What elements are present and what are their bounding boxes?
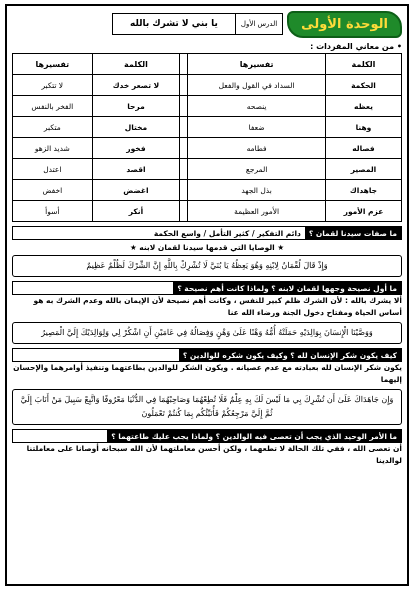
- vocab-meaning: أسوأ: [13, 201, 93, 222]
- answer-2: ألا يشرك بالله : لأن الشرك ظلم كبير للنفس ، وكانت أهم نصيحة لأن الإيمان بالله وعدم الشرك به هو أساس الحياة ومفتاح دخول الجنة ورضاء الله عنا: [33, 296, 402, 317]
- verse-2: وَوَصَّيْنَا الْإِنسَانَ بِوَالِدَيْهِ حَمَلَتْهُ أُمُّهُ وَهْنًا عَلَىٰ وَهْنٍ وَفِصَالُهُ فِي عَامَيْنِ أَنِ اشْكُرْ لِي وَلِوَالِدَيْكَ إِلَيَّ الْمَصِيرُ: [12, 322, 402, 344]
- vocab-meaning: الأمور العظيمة: [188, 201, 326, 222]
- vocab-row: [13, 201, 402, 222]
- table-gap: [180, 117, 188, 138]
- vocab-word: فخور: [92, 138, 180, 159]
- lesson-title: يا بني لا تشرك بالله: [130, 19, 218, 29]
- vocab-word: لا تصعر خدك: [92, 75, 180, 96]
- vocab-meaning: السداد في القول والفعل: [188, 75, 326, 96]
- vocab-heading-text: من معاني المفردات :: [310, 42, 395, 51]
- vocab-row: [13, 75, 402, 96]
- table-gap: [180, 138, 188, 159]
- answer-4: أن تعصى الله ، ففي تلك الحالة لا تطعهما ، ولكن أحسن معاملتهما لأن الله سبحانه أوصانا على معاملتنا لوالدينا: [26, 444, 402, 465]
- page-header: [12, 10, 402, 38]
- answer-3: يكون شكر الإنسان لله بعبادته مع عدم عصيانه . ويكون الشكر للوالدين بطاعتهما وتنفيذ أوامرهما والإحسان إليهما: [13, 363, 402, 384]
- vocab-word: يعظه: [325, 96, 401, 117]
- table-gap: [180, 159, 188, 180]
- verse-1: وَإِذْ قَالَ لُقْمَانُ لِابْنِهِ وَهُوَ يَعِظُهُ يَا بُنَيَّ لَا تُشْرِكْ بِاللَّهِ إِنَّ الشِّرْكَ لَظُلْمٌ عَظِيمٌ: [12, 255, 402, 277]
- vocab-row: [13, 117, 402, 138]
- vocab-word: اقصد: [92, 159, 180, 180]
- table-gap: [180, 201, 188, 222]
- vocab-meaning: بذل الجهد: [188, 180, 326, 201]
- question-bar-1: [12, 226, 402, 240]
- vocab-meaning: اعتدل: [13, 159, 93, 180]
- col-meaning-2: تفسيرها: [13, 54, 93, 75]
- answer-1: دائم التفكير / كثير التأمل / واسع الحكمة: [153, 228, 301, 238]
- lesson-title-box: [112, 13, 283, 35]
- table-gap: [180, 75, 188, 96]
- question-2: ما أول نصيحة وجهها لقمان لابنه ؟ ولماذا كانت أهم نصيحة ؟: [173, 282, 401, 294]
- lesson-label: الدرس الأول: [235, 14, 282, 34]
- vocab-meaning: شديد الزهو: [13, 138, 93, 159]
- col-word-1: الكلمة: [325, 54, 401, 75]
- vocab-word: جاهداك: [325, 180, 401, 201]
- vocab-word: اغضض: [92, 180, 180, 201]
- vocab-meaning: ينصحه: [188, 96, 326, 117]
- vocab-row: [13, 159, 402, 180]
- question-bar-2: [12, 281, 402, 295]
- vocab-meaning: لا تتكبر: [13, 75, 93, 96]
- table-gap: [180, 54, 188, 75]
- table-gap: [180, 180, 188, 201]
- vocab-word: مرحا: [92, 96, 180, 117]
- vocab-word: عزم الأمور: [325, 201, 401, 222]
- wasaya-heading: ★ الوصايا التي قدمها سيدنا لقمان لابنه ★: [129, 243, 285, 252]
- vocab-header-row: [13, 54, 402, 75]
- vocab-meaning: متكبر: [13, 117, 93, 138]
- vocab-row: [13, 138, 402, 159]
- vocab-word: المصير: [325, 159, 401, 180]
- vocab-word: مختال: [92, 117, 180, 138]
- table-gap: [180, 96, 188, 117]
- wasaya-text: الوصايا التي قدمها سيدنا لقمان لابنه: [139, 243, 275, 252]
- vocab-meaning: المرجع: [188, 159, 326, 180]
- unit-title-badge: الوحدة الأولى: [287, 11, 402, 38]
- question-1: ما صفات سيدنا لقمان ؟: [305, 227, 401, 239]
- vocab-word: فصاله: [325, 138, 401, 159]
- col-word-2: الكلمة: [92, 54, 180, 75]
- vocab-meaning: الفخر بالنفس: [13, 96, 93, 117]
- question-4: ما الأمر الوحيد الذي يجب أن تعصى فيه الوالدين ؟ ولماذا يجب عليك طاعتهما ؟: [107, 430, 401, 442]
- vocab-meaning: ضعفا: [188, 117, 326, 138]
- vocab-row: [13, 96, 402, 117]
- vocab-word: الحكمة: [325, 75, 401, 96]
- col-meaning-1: تفسيرها: [188, 54, 326, 75]
- vocab-word: وهنا: [325, 117, 401, 138]
- question-bar-3: [12, 348, 402, 362]
- question-3: كيف يكون شكر الإنسان لله ؟ وكيف يكون شكره للوالدين ؟: [179, 349, 401, 361]
- question-bar-4: [12, 429, 402, 443]
- vocab-meaning: فطامه: [188, 138, 326, 159]
- worksheet-page: [5, 4, 409, 586]
- vocab-table: [12, 53, 402, 222]
- vocab-word: أنكر: [92, 201, 180, 222]
- vocab-meaning: اخفض: [13, 180, 93, 201]
- verse-3: وَإِن جَاهَدَاكَ عَلَىٰ أَن تُشْرِكَ بِي مَا لَيْسَ لَكَ بِهِ عِلْمٌ فَلَا تُطِعْهُمَا وَصَاحِبْهُمَا فِي الدُّنْيَا مَعْرُوفًا وَاتَّبِعْ سَبِيلَ مَنْ أَنَابَ إِلَيَّ ثُمَّ إِلَيَّ مَرْجِعُكُمْ فَأُنَبِّئُكُم بِمَا كُنتُمْ تَعْمَلُونَ: [12, 389, 402, 425]
- vocab-row: [13, 180, 402, 201]
- vocab-heading: • من معاني المفردات :: [310, 42, 402, 51]
